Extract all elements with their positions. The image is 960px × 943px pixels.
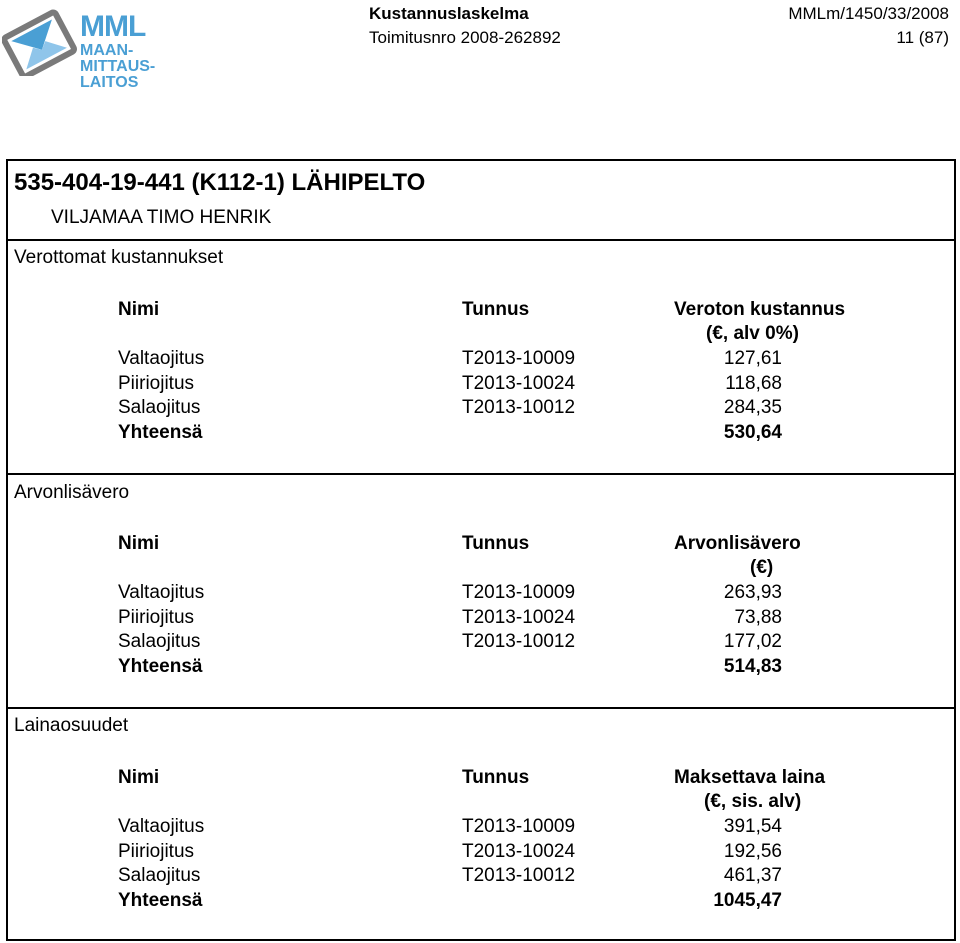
envelope-map-icon (2, 6, 78, 76)
owner-name: VILJAMAA TIMO HENRIK (51, 207, 272, 228)
row-value: 177,02 (723, 631, 782, 652)
col-header-name: Nimi (118, 533, 160, 554)
col-header-code: Tunnus (462, 533, 530, 554)
row-code: T2013-10012 (462, 865, 576, 886)
total-label: Yhteensä (118, 422, 203, 443)
row-name: Piiriojitus (118, 607, 195, 628)
col-header-name: Nimi (118, 767, 160, 788)
col-header-unit: (€, alv 0%) (706, 323, 799, 344)
row-value: 284,35 (723, 397, 782, 418)
section-title: Verottomat kustannukset (14, 247, 224, 268)
col-header-value: Arvonlisävero (674, 533, 801, 554)
row-name: Valtaojitus (118, 582, 205, 603)
col-header-unit: (€) (750, 557, 774, 578)
row-value: 461,37 (723, 865, 782, 886)
row-code: T2013-10024 (462, 373, 576, 394)
total-value: 514,83 (723, 656, 782, 677)
row-name: Valtaojitus (118, 348, 205, 369)
row-name: Salaojitus (118, 397, 201, 418)
col-header-value: Maksettava laina (674, 767, 826, 788)
col-header-name: Nimi (118, 299, 160, 320)
row-value: 127,61 (723, 348, 782, 369)
cost-calculation-box (6, 159, 956, 941)
section-title: Arvonlisävero (14, 482, 130, 503)
row-code: T2013-10009 (462, 348, 576, 369)
row-code: T2013-10012 (462, 631, 576, 652)
divider (8, 473, 954, 475)
section-title: Lainaosuudet (14, 715, 129, 736)
row-code: T2013-10009 (462, 582, 576, 603)
divider (8, 707, 954, 709)
divider (8, 239, 954, 241)
row-value: 263,93 (723, 582, 782, 603)
total-label: Yhteensä (118, 656, 203, 677)
total-label: Yhteensä (118, 890, 203, 911)
logo-line-3: MITTAUS- (80, 58, 156, 75)
row-name: Piiriojitus (118, 373, 195, 394)
page-number: 11 (87) (896, 28, 949, 47)
logo-mml: MML (80, 10, 146, 43)
row-code: T2013-10012 (462, 397, 576, 418)
col-header-unit: (€, sis. alv) (704, 791, 802, 812)
col-header-value: Veroton kustannus (674, 299, 846, 320)
row-value: 192,56 (723, 841, 782, 862)
header-center (369, 2, 561, 50)
row-name: Salaojitus (118, 865, 201, 886)
header-right (788, 2, 949, 50)
row-value: 118,68 (725, 373, 782, 394)
doc-title: Kustannuslaskelma (369, 4, 529, 23)
order-number: Toimitusnro 2008-262892 (369, 28, 561, 47)
row-code: T2013-10024 (462, 841, 576, 862)
col-header-code: Tunnus (462, 767, 530, 788)
logo-line-4: LAITOS (80, 74, 139, 91)
col-header-code: Tunnus (462, 299, 530, 320)
mml-logo (2, 4, 162, 90)
row-code: T2013-10024 (462, 607, 576, 628)
row-name: Piiriojitus (118, 841, 195, 862)
logo-line-2: MAAN- (80, 42, 134, 59)
row-name: Valtaojitus (118, 816, 205, 837)
parcel-title: 535-404-19-441 (K112-1) LÄHIPELTO (14, 169, 426, 196)
doc-reference: MMLm/1450/33/2008 (788, 4, 949, 23)
row-name: Salaojitus (118, 631, 201, 652)
total-value: 530,64 (723, 422, 782, 443)
total-value: 1045,47 (713, 890, 782, 911)
row-value: 391,54 (723, 816, 782, 837)
row-value: 73,88 (734, 607, 782, 628)
row-code: T2013-10009 (462, 816, 576, 837)
